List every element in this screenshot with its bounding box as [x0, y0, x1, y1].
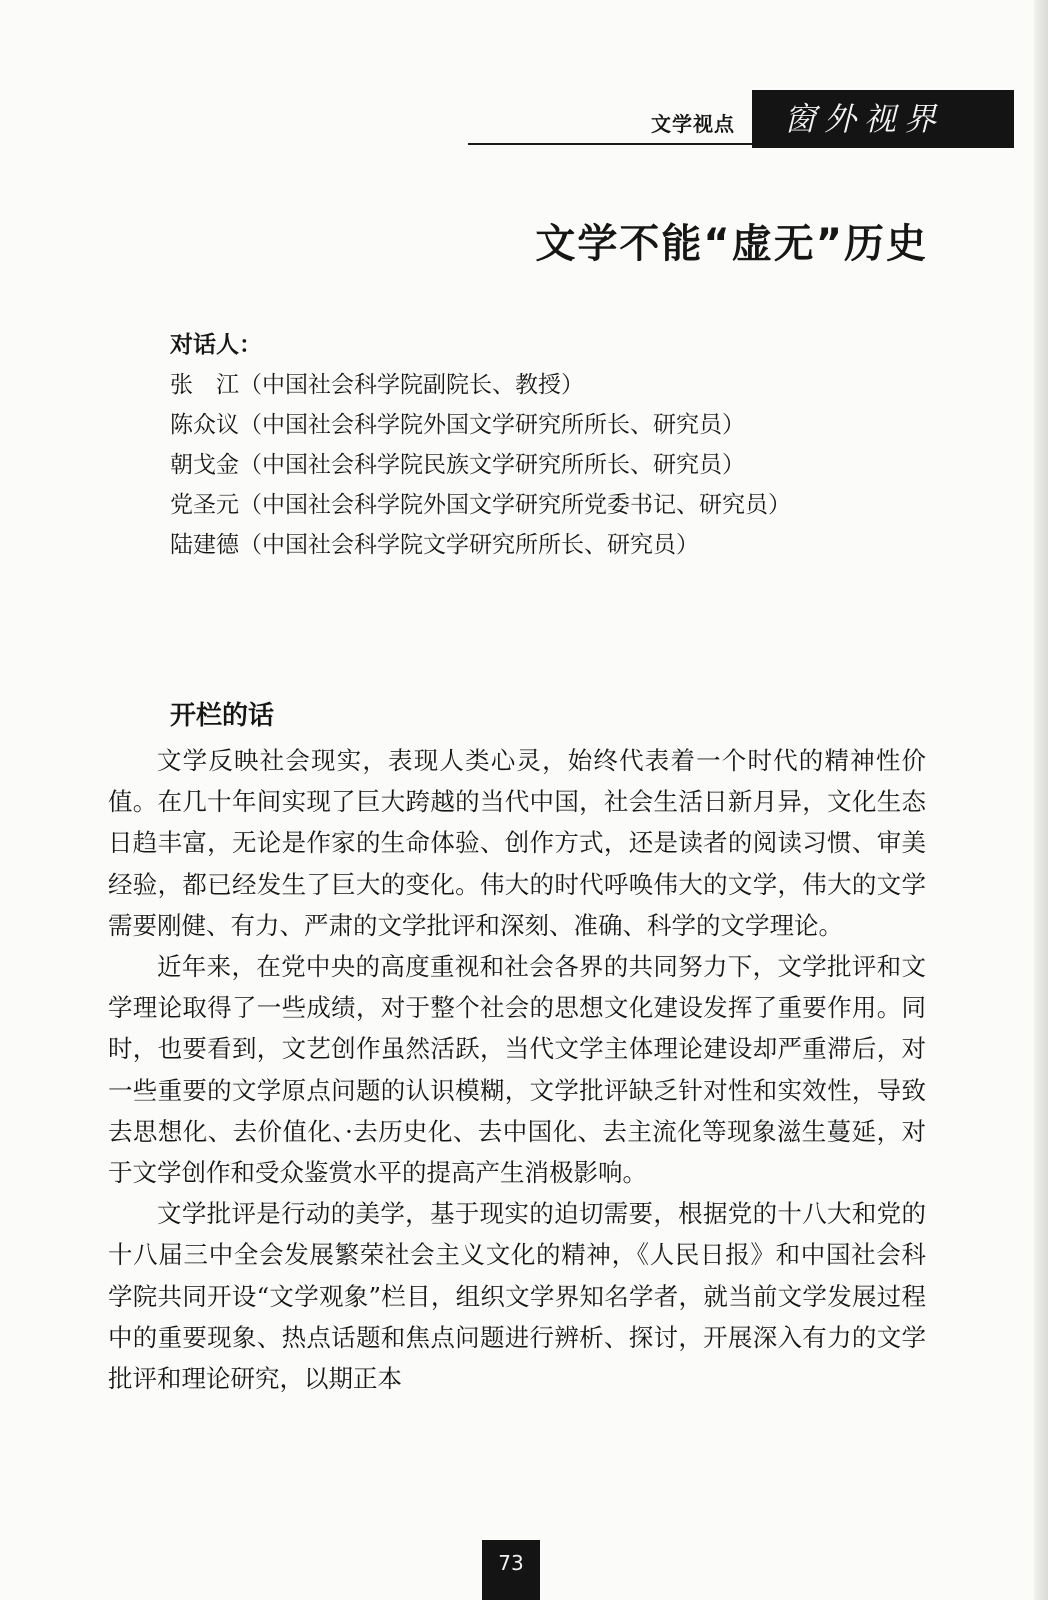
- participant-item: 陈众议（中国社会科学院外国文学研究所所长、研究员）: [170, 412, 745, 438]
- participant-item: 张 江（中国社会科学院副院长、教授）: [170, 372, 584, 398]
- participants-heading: 对话人：: [170, 332, 262, 358]
- header-column-block: [752, 90, 1014, 148]
- participant-item: 朝戈金（中国社会科学院民族文学研究所所长、研究员）: [170, 452, 745, 478]
- participant-item: 党圣元（中国社会科学院外国文学研究所党委书记、研究员）: [170, 492, 791, 518]
- header-column-title: 窗外视界: [784, 100, 945, 138]
- body-paragraph: 文学反映社会现实，表现人类心灵，始终代表着一个时代的精神性价值。在几十年间实现了巨大跨越的当代中国，社会生活日新月异，文化生态日趋丰富，无论是作家的生命体验、创作方式，还是读者的阅读习惯、审美经验，都已经发生了巨大的变化。伟大的时代呼唤伟大的文学，伟大的文学需要刚健、有力、严肃的文学批评和深刻、准确、科学的文学理论。: [108, 746, 926, 940]
- participants-list: [170, 325, 930, 565]
- intro-body: [108, 740, 926, 1399]
- body-paragraph: 近年来，在党中央的高度重视和社会各界的共同努力下，文学批评和文学理论取得了一些成绩，对于整个社会的思想文化建设发挥了重要作用。同时，也要看到，文艺创作虽然活跃，当代文学主体理论建设却严重滞后，对一些重要的文学原点问题的认识模糊，文学批评缺乏针对性和实效性，导致去思想化、去价值化、·去历史化、去中国化、去主流化等现象滋生蔓延，对于文学创作和受众鉴赏水平的提高产生消极影响。: [108, 952, 926, 1188]
- article-title: 文学不能“虚无”历史: [535, 220, 928, 267]
- header-rule: [468, 143, 752, 145]
- header-section-label: 文学视点: [651, 112, 735, 136]
- page-number: 73: [498, 1551, 524, 1575]
- body-paragraph: 文学批评是行动的美学，基于现实的迫切需要，根据党的十八大和党的十八届三中全会发展繁荣社会主义文化的精神，《人民日报》和中国社会科学院共同开设“文学观象”栏目，组织文学界知名学者，就当前文学发展过程中的重要现象、热点话题和焦点问题进行辨析、探讨，开展深入有力的文学批评和理论研究，以期正本: [108, 1199, 926, 1394]
- page-number-box: [482, 1540, 540, 1600]
- participant-item: 陆建德（中国社会科学院文学研究所所长、研究员）: [170, 532, 699, 558]
- page-edge: [1034, 0, 1048, 1600]
- intro-heading: 开栏的话: [170, 701, 275, 731]
